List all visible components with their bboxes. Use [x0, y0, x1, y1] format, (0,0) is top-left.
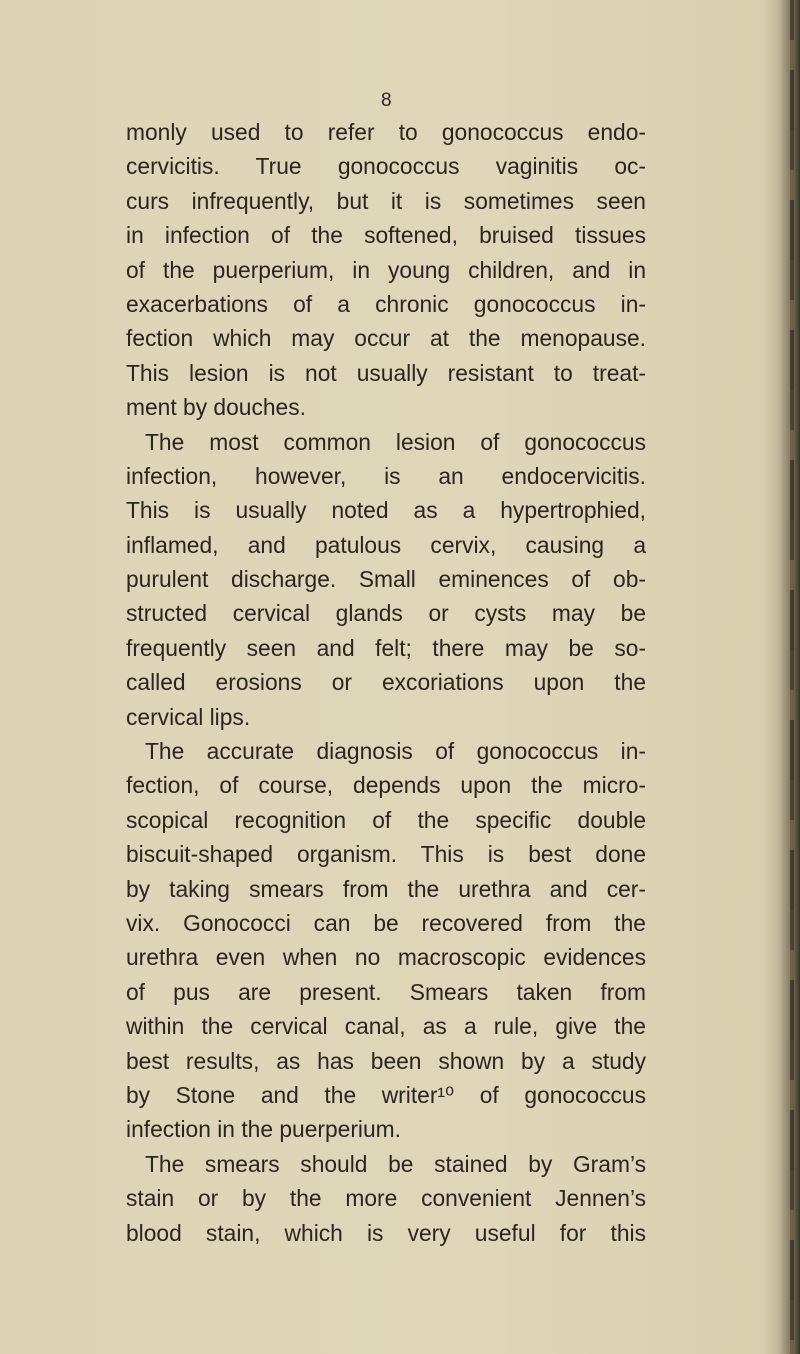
text-line: This is usually noted as a hypertrophied, [126, 497, 646, 524]
text-line: cervical lips. [126, 703, 251, 730]
text-line: biscuit-shaped organism. This is best done [126, 841, 646, 868]
text-line: fection, of course, depends upon the micro- [126, 772, 646, 799]
text-line: curs infrequently, but it is sometimes seen [126, 187, 646, 214]
text-line: The most common lesion of gonococcus [145, 428, 646, 455]
text-line: called erosions or excoriations upon the [126, 669, 646, 696]
text-line: blood stain, which is very useful for this [126, 1219, 646, 1246]
text-line: infection in the puerperium. [126, 1116, 401, 1143]
body-text [126, 115, 646, 1250]
text-line: best results, as has been shown by a study [126, 1047, 646, 1074]
text-line: fection which may occur at the menopause. [126, 325, 646, 352]
text-line: purulent discharge. Small eminences of ob- [126, 566, 646, 593]
text-line: frequently seen and felt; there may be so- [126, 634, 646, 661]
text-line: monly used to refer to gonococcus endo- [126, 119, 646, 145]
text-line: ment by douches. [126, 394, 306, 421]
text-line: This lesion is not usually resistant to treat- [126, 359, 646, 386]
text-line: structed cervical glands or cysts may be [126, 600, 646, 627]
binding-edge [790, 0, 794, 1354]
text-line: scopical recognition of the specific double [126, 806, 646, 833]
text-line: by taking smears from the urethra and cer- [126, 875, 646, 902]
text-line: in infection of the softened, bruised tissues [126, 222, 646, 249]
text-line: The accurate diagnosis of gonococcus in- [145, 738, 646, 765]
text-line: by Stone and the writer¹⁰ of gonococcus [126, 1081, 646, 1108]
text-line: inflamed, and patulous cervix, causing a [126, 531, 646, 558]
text-line: exacerbations of a chronic gonococcus in- [126, 290, 646, 317]
text-line: The smears should be stained by Gram’s [145, 1150, 646, 1177]
text-line: of the puerperium, in young children, and in [126, 256, 646, 283]
text-line: infection, however, is an endocervicitis. [126, 462, 646, 489]
page-edge-shadow [764, 0, 800, 1354]
text-line: cervicitis. True gonococcus vaginitis oc- [126, 153, 646, 180]
text-line: urethra even when no macroscopic evidences [126, 944, 646, 971]
text-line: stain or by the more convenient Jennen’s [126, 1185, 646, 1212]
text-line: within the cervical canal, as a rule, give the [126, 1013, 646, 1040]
page-number: 8 [381, 90, 393, 111]
text-line: of pus are present. Smears taken from [126, 978, 646, 1005]
text-line: vix. Gonococci can be recovered from the [126, 909, 646, 936]
